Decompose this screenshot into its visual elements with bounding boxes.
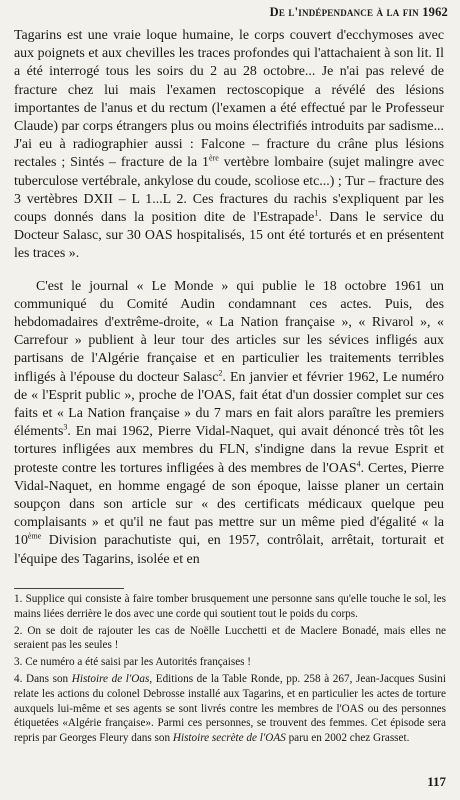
footnote-text: , Editions de la Table Ronde, pp. 258 à 267, Jean-Jacques Susini relate les actions du colonel Debrosse installé aux Tagarins, et en particulier les actes de torture auxquels lui-même et ses agents se sont livrés contre les membres de l'OAS ou des personnes étiquetées «Algérie française». Parmi ces personnes, se trouvent des femmes. Cet épisode sera repris par Georges Fleury dans son <box>14 672 446 745</box>
footnote-ref: 3 <box>63 422 68 432</box>
footnote-divider <box>14 588 124 589</box>
text-run: . En mai 1962, Pierre Vidal-Naquet, qui avait dénoncé très tôt les tortures infligées aux membres du FLN, s'indigne dans la revue Esprit et proteste contre les tortures infligées à des membres de l'OAS <box>14 424 444 476</box>
footnote <box>14 624 446 654</box>
footnote-ref: 4 <box>356 459 361 469</box>
text-run: C'est le journal « Le Monde » qui publie le 18 octobre 1961 un communiqué du Comité Audin condamnant ces actes. Puis, des hebdomadaires d'extrême-droite, « La Nation française », « Rivarol », « Carrefour » publient à leur tour des articles sur les sévices infligés aux partisans de l'Algérie française et en particulier les traitements terribles infligés à l'épouse du docteur Salasc <box>14 278 444 385</box>
text-run: . Certes, Pierre Vidal-Naquet, en homme engagé de son époque, laisse planer un certain soupçon dans son article sur « des certificats médicaux quelque peu complaisants » et qu'il ne faut pas mettre sur un même pied d'égalité « la 10 <box>14 460 445 549</box>
text-run: vertèbre lombaire (sujet malingre avec tuberculose vertébrale, ankylose du coude, scoliose etc...) ; Tur – fracture des 3 vertèbres DXII – L 1...L 2. Ces fractures du rachis s'expliquent par les coups donnés dans la position dite de l'Estrapade <box>14 155 444 226</box>
footnote <box>14 655 446 670</box>
footnotes <box>14 592 446 748</box>
text-run: . En janvier et février 1962, Le numéro de « l'Esprit public », proche de l'OAS, fait état d'un dossier complet sur ces faits et « La Nation française » du 7 mars en fait alors paraître les premiers éléments <box>14 369 444 440</box>
superscript: ème <box>27 531 42 541</box>
text-run: . Dans le service du Docteur Salasc, sur 30 OAS hospitalisés, 15 ont été torturés et en présentent les traces ». <box>14 210 444 262</box>
footnote-text: 4. Dans son <box>14 672 72 685</box>
book-title: Histoire de l'Oas <box>71 672 150 685</box>
running-header: De l'indépendance à la fin 1962 <box>269 5 448 19</box>
superscript: ère <box>209 153 219 163</box>
footnote-ref: 2 <box>218 368 223 378</box>
footnote <box>14 592 446 622</box>
text-run: Division parachutiste qui, en 1957, contrôlait, arrêtait, torturait et l'équipe des Tagarins, isolée et en <box>14 533 444 567</box>
main-text <box>14 27 444 569</box>
paragraph <box>14 278 444 569</box>
paragraph <box>14 27 444 264</box>
text-run: Tagarins est une vraie loque humaine, le corps couvert d'ecchymoses avec aux poignets et aux chevilles les traces profondes qui l'attachaient à son lit. Il a été interrogé tous les soirs du 2 au 28 octobre... Je n'ai pas relevé de fracture chez lui mais l'examen rectoscopique a révélé des lésions importantes de l'anus et du rectum (l'examen a été effectué par le Professeur Claude) par corps étrangers plus ou moins électrifiés introduits par sadisme... J'ai eu à radiographier aussi : Falcone – fracture du crâne plus lésions rectales ; Sintés – fracture de la 1 <box>14 28 444 171</box>
book-title: Histoire secrète de l'OAS <box>172 732 286 745</box>
footnote-text: paru en 2002 chez Grasset. <box>285 732 410 745</box>
footnote-text: 1. Supplice qui consiste à faire tomber brusquement une personne sans qu'elle touche le sol, les mains liées derrière le dos avec une corde qui soutient tout le poids du corps. <box>14 593 446 620</box>
footnote-ref: 1 <box>314 208 319 218</box>
footnote-text: 2. On se doit de rajouter les cas de Noëlle Lucchetti et de Maclere Bonadé, mais elles ne seraient pas les seules ! <box>14 624 446 652</box>
footnote <box>14 672 446 746</box>
footnote-text: 3. Ce numéro a été saisi par les Autorités françaises ! <box>14 656 252 669</box>
page-number: 117 <box>427 774 446 789</box>
